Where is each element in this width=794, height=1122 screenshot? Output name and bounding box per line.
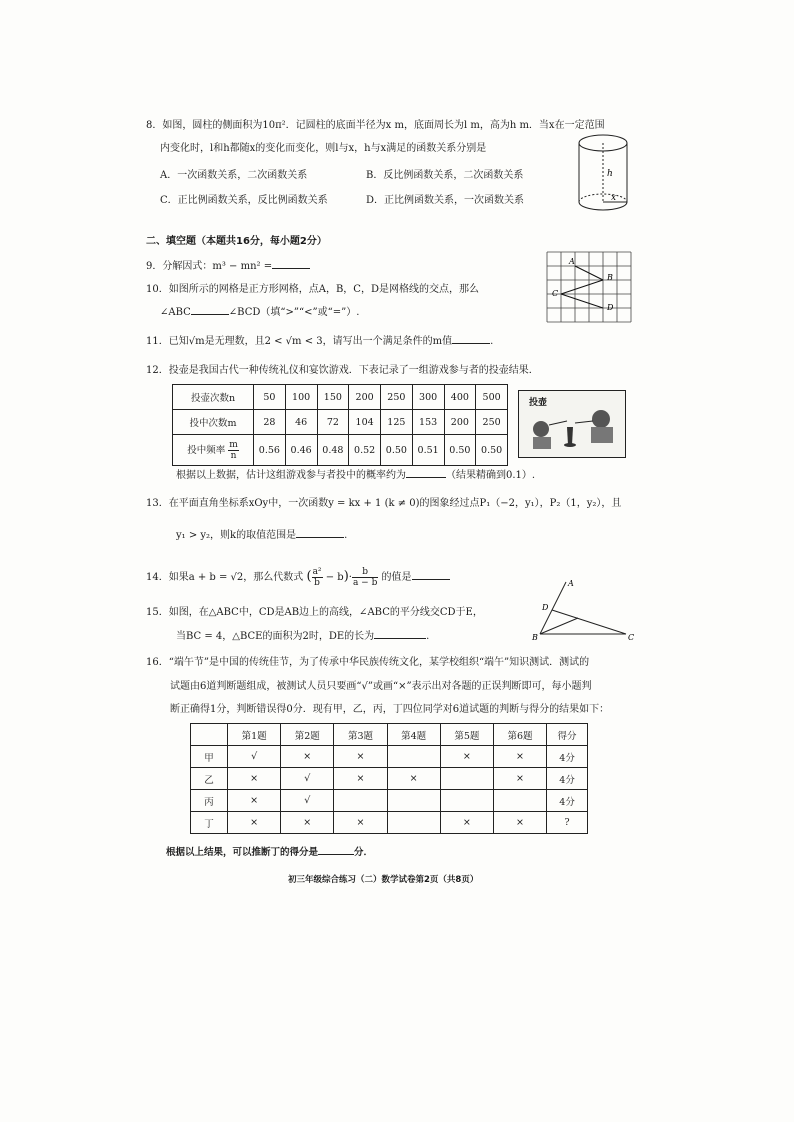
table-header: 第6题 xyxy=(493,724,546,746)
table-cell xyxy=(440,768,493,790)
table-cell: 0.52 xyxy=(349,435,381,466)
q15-line1: 15．如图，在△ABC中，CD是AB边上的高线，∠ABC的平分线交CD于E， xyxy=(146,607,483,618)
table-cell: × xyxy=(228,812,281,834)
grid-label-b: B xyxy=(607,273,613,282)
table-cell: 200 xyxy=(349,385,381,410)
grid-label-c: C xyxy=(552,289,559,298)
table-header-row xyxy=(191,724,588,746)
table-cell: 125 xyxy=(381,410,413,435)
table-cell: 300 xyxy=(412,385,444,410)
table-cell: 4分 xyxy=(547,768,588,790)
table-row xyxy=(191,746,588,768)
table-row xyxy=(173,435,508,466)
q12-conclusion: 根据以上数据，估计这组游戏参与者投中的概率约为 （结果精确到0.1）. xyxy=(176,470,536,481)
table-cell: 72 xyxy=(317,410,349,435)
table-cell: × xyxy=(493,746,546,768)
table-header xyxy=(191,724,228,746)
q14-text: 14．如果a + b = √2，那么代数式 ( $\frac{\text{a²}}{b}$ − b)· $\frac{b}{a - b}$ 的值是 xyxy=(146,566,450,589)
table-cell: 400 xyxy=(444,385,476,410)
table-cell: √ xyxy=(281,790,334,812)
q8-option-d: D．正比例函数关系，一次函数关系 xyxy=(366,195,525,206)
q16-line2: 试题由6道判断题组成，被测试人员只要画“√”或画“×”表示出对各题的正误判断即可，每小题判 xyxy=(170,681,592,692)
table-cell: ? xyxy=(547,812,588,834)
row-label: 甲 xyxy=(191,746,228,768)
cylinder-figure xyxy=(575,130,635,220)
table-cell: 104 xyxy=(349,410,381,435)
table-cell xyxy=(493,790,546,812)
table-cell xyxy=(334,790,387,812)
q15-line2: 当BC = 4，△BCE的面积为2时，DE的长为 . xyxy=(176,631,430,642)
table-cell xyxy=(387,790,440,812)
triangle-label-b: B xyxy=(532,633,538,642)
table-cell: 150 xyxy=(317,385,349,410)
table-cell: 0.46 xyxy=(285,435,317,466)
table-cell: 250 xyxy=(381,385,413,410)
q13-line1: 13．在平面直角坐标系xOy中，一次函数y = kx + 1 (k ≠ 0)的图象经过点P₁（−2，y₁），P₂（1，y₂），且 xyxy=(146,498,622,509)
grid-label-d: D xyxy=(607,303,614,312)
triangle-label-a: A xyxy=(568,579,574,588)
table-header: 第1题 xyxy=(228,724,281,746)
table-cell: 50 xyxy=(254,385,286,410)
row-label: 丁 xyxy=(191,812,228,834)
table-cell: × xyxy=(440,812,493,834)
table-cell: 0.48 xyxy=(317,435,349,466)
q8-option-a: A．一次函数关系，二次函数关系 xyxy=(160,170,308,181)
row-label: 投中频率 $\frac{m}{n}$ xyxy=(173,435,254,466)
table-cell: 28 xyxy=(254,410,286,435)
table-cell: × xyxy=(334,768,387,790)
table-cell: 100 xyxy=(285,385,317,410)
q16-table xyxy=(190,723,588,834)
row-label: 乙 xyxy=(191,768,228,790)
table-cell: × xyxy=(334,746,387,768)
table-cell: 200 xyxy=(444,410,476,435)
row-label: 投壶次数n xyxy=(173,385,254,410)
table-row xyxy=(191,812,588,834)
q13-line2: y₁ > y₂，则k的取值范围是 . xyxy=(176,530,348,541)
table-header: 得分 xyxy=(547,724,588,746)
q16-line1: 16．“端午节”是中国的传统佳节，为了传承中华民族传统文化，某学校组织“端午”知识测试．测试的 xyxy=(146,657,590,668)
table-header: 第5题 xyxy=(440,724,493,746)
table-cell: 0.50 xyxy=(476,435,508,466)
triangle-label-c: C xyxy=(628,633,635,642)
table-cell: × xyxy=(281,746,334,768)
q8-option-b: B．反比例函数关系，二次函数关系 xyxy=(366,170,524,181)
section-title: 二、填空题（本题共16分，每小题2分） xyxy=(146,236,327,247)
table-header: 第3题 xyxy=(334,724,387,746)
table-cell: × xyxy=(493,768,546,790)
table-row xyxy=(191,790,588,812)
table-cell: 0.56 xyxy=(254,435,286,466)
cylinder-label-h: h xyxy=(607,169,613,179)
triangle-label-d: D xyxy=(542,603,549,612)
q12-line1: 12．投壶是我国古代一种传统礼仪和宴饮游戏．下表记录了一组游戏参与者的投壶结果． xyxy=(146,365,539,376)
table-header: 第2题 xyxy=(281,724,334,746)
table-row xyxy=(191,768,588,790)
table-cell: 4分 xyxy=(547,790,588,812)
table-cell xyxy=(387,812,440,834)
row-label: 丙 xyxy=(191,790,228,812)
q11-text: 11．已知√m是无理数，且2 < √m < 3，请写出一个满足条件的m值 . xyxy=(146,336,494,347)
triangle-figure xyxy=(530,578,640,648)
table-header: 第4题 xyxy=(387,724,440,746)
table-row xyxy=(173,385,508,410)
q16-line3: 断正确得1分，判断错误得0分．现有甲，乙，丙，丁四位同学对6道试题的判断与得分的结果如下： xyxy=(170,704,610,715)
table-cell: × xyxy=(281,812,334,834)
table-cell: × xyxy=(387,768,440,790)
q10-line1: 10．如图所示的网格是正方形网格，点A，B，C，D是网格线的交点，那么 xyxy=(146,284,479,295)
table-cell: × xyxy=(440,746,493,768)
page-footer: 初三年级综合练习（二）数学试卷第2页（共8页） xyxy=(288,875,479,885)
q8-line1: 8．如图，圆柱的侧面积为10π²．记圆柱的底面半径为x m，底面周长为l m，高为h m．当x在一定范围 xyxy=(146,120,605,131)
table-cell: × xyxy=(334,812,387,834)
q8-line2: 内变化时，l和h都随x的变化而变化，则l与x，h与x满足的函数关系分别是 xyxy=(160,143,487,154)
q16-conclusion: 根据以上结果，可以推断丁的得分是 分． xyxy=(166,847,374,858)
table-cell: 4分 xyxy=(547,746,588,768)
table-row xyxy=(173,410,508,435)
q8-option-c: C．正比例函数关系，反比例函数关系 xyxy=(160,195,328,206)
row-label: 投中次数m xyxy=(173,410,254,435)
table-cell: 0.51 xyxy=(412,435,444,466)
table-cell: 250 xyxy=(476,410,508,435)
table-cell: × xyxy=(228,768,281,790)
table-cell: 46 xyxy=(285,410,317,435)
q12-table xyxy=(172,384,508,466)
touhu-caption: 投壶 xyxy=(529,398,548,408)
table-cell: √ xyxy=(281,768,334,790)
table-cell: 153 xyxy=(412,410,444,435)
table-cell xyxy=(387,746,440,768)
q10-line2: ∠ABC ∠BCD（填“>”“<”或“=”）. xyxy=(160,307,360,318)
table-cell: × xyxy=(228,790,281,812)
table-cell xyxy=(440,790,493,812)
cylinder-label-x: x xyxy=(611,193,617,203)
grid-label-a: A xyxy=(569,257,575,266)
grid-figure xyxy=(545,250,633,326)
table-cell: 0.50 xyxy=(444,435,476,466)
table-cell: √ xyxy=(228,746,281,768)
table-cell: 500 xyxy=(476,385,508,410)
touhu-image xyxy=(518,390,626,458)
table-cell: 0.50 xyxy=(381,435,413,466)
table-cell: × xyxy=(493,812,546,834)
q9-text: 9．分解因式：m³ − mn² = xyxy=(146,260,310,274)
